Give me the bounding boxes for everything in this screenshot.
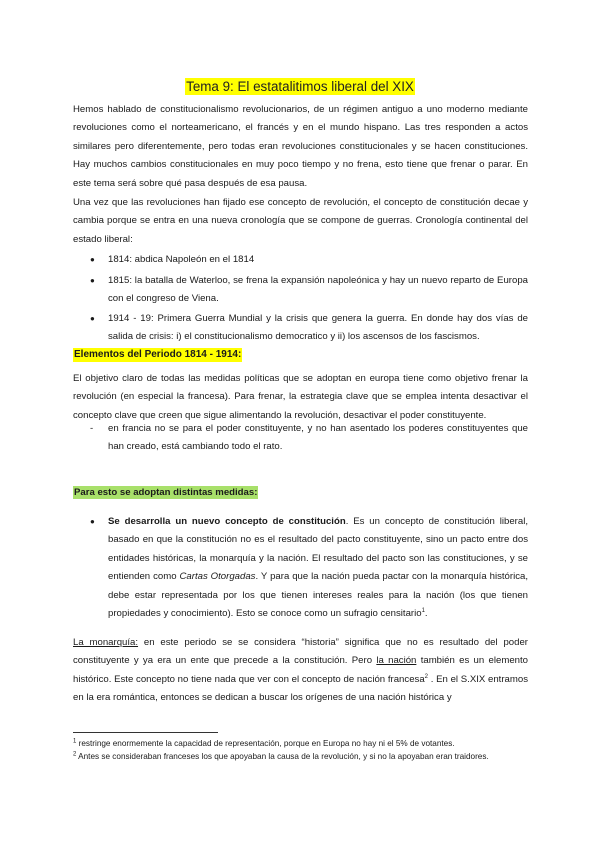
list-item-text: 1815: la batalla de Waterloo, se frena la expansión napoleónica y hay un nuevo reparto de Europa con el congreso de Viena.	[108, 275, 528, 305]
title-wrap	[0, 78, 600, 96]
dash-item-text: en francia no se para el poder constituyente, y no han asentado los poderes constituyentes que han creado, está cambiando todo el rato.	[108, 423, 528, 453]
measure-italic: Cartas Otorgadas	[179, 571, 256, 583]
dash-marker: -	[90, 423, 94, 434]
measure-bold-lead: Se desarrolla un nuevo concepto de constitución	[108, 516, 346, 527]
bullet-icon: ●	[90, 517, 95, 526]
bullet-icon: ●	[90, 276, 95, 285]
measure-paragraph	[108, 513, 528, 623]
footnote-text: Antes se consideraban franceses los que apoyaban la causa de la revolución, y si no la apoyaban eran traidores.	[76, 752, 489, 761]
footnote-ref-1[interactable]: 1	[421, 607, 425, 614]
footnote-divider	[73, 732, 218, 733]
footnote-ref-2[interactable]: 2	[424, 673, 429, 680]
list-item-text: 1814: abdica Napoleón en el 1814	[108, 254, 255, 265]
intro-paragraph-1: Hemos hablado de constitucionalismo revolucionarios, de un régimen antiguo a uno moderno mediante revoluciones como el norteamericano, el francés y en el mundo hispano. Las tres responden a actos similares pero diferentemente, pero todas eran revoluciones constitucionales y se hacen constituciones. Hay muchos cambios constitucionales en muy poco tiempo y no frena, esto tiene que frenar o parar. En este tema será sobre qué pasa después de esa pausa.	[73, 104, 528, 189]
footnote-number: 2	[73, 751, 77, 758]
bullet-icon: ●	[90, 314, 95, 323]
monarchy-lead: La monarquía:	[73, 637, 139, 648]
footnote-text: restringe enormemente la capacidad de representación, porque en Europa no hay ni el 5% de votantes.	[76, 739, 455, 748]
subheading: Para esto se adoptan distintas medidas:	[74, 487, 258, 498]
monarchy-text-b: también es un elemento histórico. Este concepto no tiene nada que ver con el concepto de nación francesa	[73, 655, 528, 685]
footnote-2	[73, 751, 528, 764]
measure-text-a: . Es un concepto de constitución liberal, basado en que la constitución no es el resultado del pacto constituyente, sino un pacto entre dos entidades históricas, la monarquía y la nación. El resultado del pacto son las constituciones, y se entienden como	[108, 516, 528, 583]
bullet-icon: ●	[90, 255, 95, 264]
monarchy-paragraph	[73, 634, 528, 708]
monarchy-text-a: en este periodo se se considera “historia” significa que no es resultado del poder constituyente y ya era un ente que precede a la constitución. Pero	[73, 637, 528, 667]
measure-text-c: .	[424, 608, 428, 620]
monarchy-underlined: la nación	[376, 655, 417, 667]
list-item-text: 1914 - 19: Primera Guerra Mundial y la crisis que genera la guerra. En donde hay dos vías de salida de crisis: i) el constitucionalismo democratico y ii) los ascensos de los fascismos.	[108, 313, 528, 343]
section-paragraph: El objetivo claro de todas las medidas políticas que se adoptan en europa tiene como objetivo frenar la revolución (en especial la francesa). Para frenar, la estrategia clave que se emplea intenta desactivar el concepto clave que creen que sigue alimentando la revolución, desactivar el poder constituyente.	[73, 373, 528, 421]
measure-text-b: . Y para que la nación pueda pactar con la monarquía histórica, debe estar representada por los que tienen intereses reales para la nación (los que tienen propiedades y conocimiento). Esto se conoce como un sufragio censitario	[108, 571, 528, 620]
footnote-1	[73, 738, 528, 751]
footnote-number: 1	[73, 738, 77, 745]
monarchy-text-c: . En el S.XIX entramos en la era romántica, entonces se dedican a buscar los orígenes de una nación histórica y	[73, 673, 529, 704]
page-title: Tema 9: El estatalitimos liberal del XIX	[186, 79, 414, 94]
section-heading: Elementos del Periodo 1814 - 1914:	[74, 349, 242, 360]
intro-paragraph-2: Una vez que las revoluciones han fijado ese concepto de revolución, el concepto de constitución decae y cambia porque se entra en una nueva cronología que se compone de guerras. Cronología continental del estado liberal:	[73, 197, 528, 245]
